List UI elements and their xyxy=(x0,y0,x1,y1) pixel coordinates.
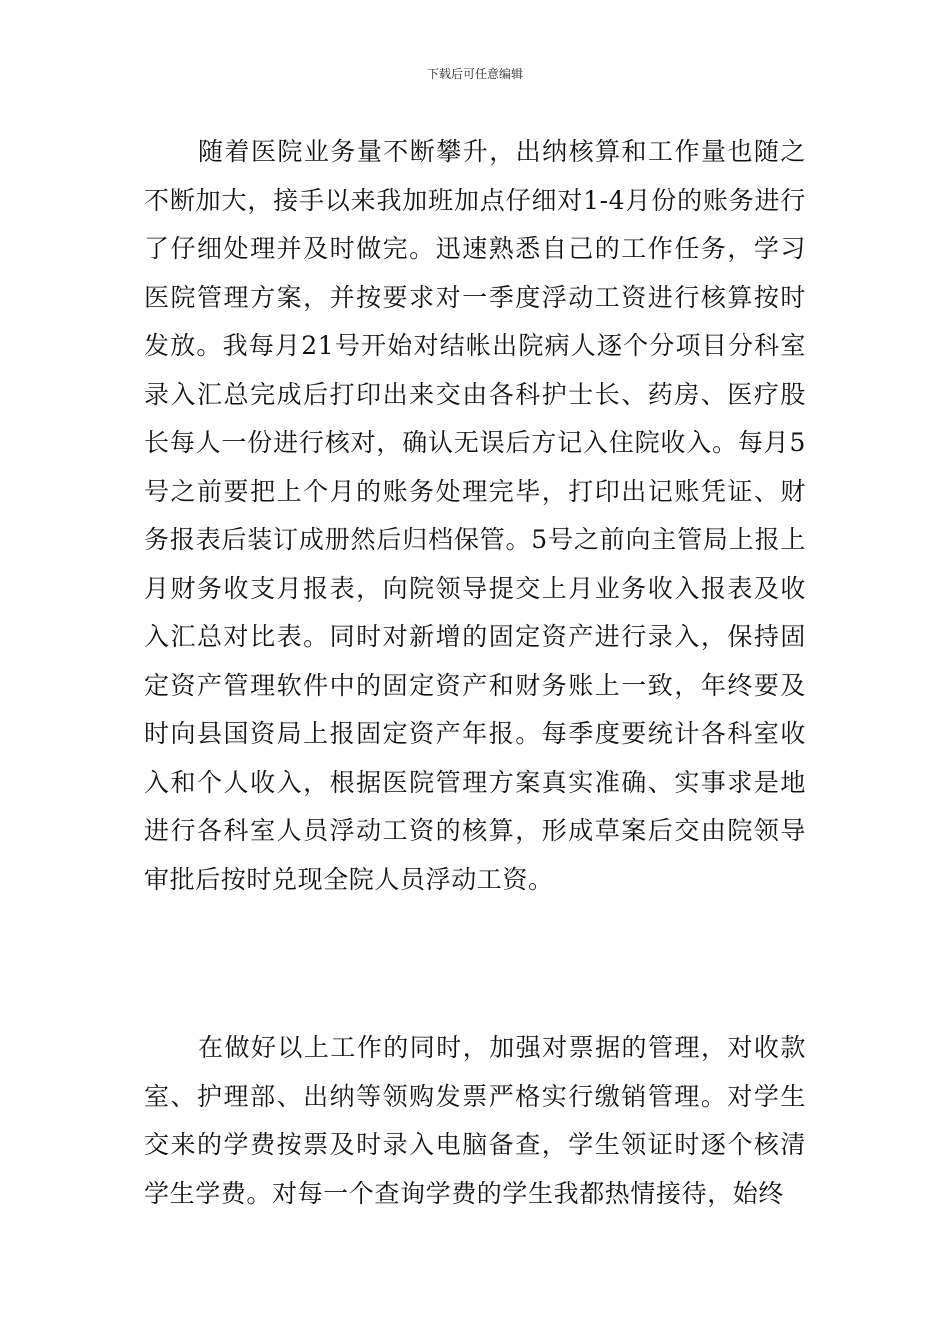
body-paragraph-1: 随着医院业务量不断攀升，出纳核算和工作量也随之不断加大，接手以来我加班加点仔细对1-4月份的账务进行了仔细处理并及时做完。迅速熟悉自己的工作任务，学习医院管理方案，并按要求对一季度浮动工资进行核算按时发放。我每月21号开始对结帐出院病人逐个分项目分科室录入汇总完成后打印出来交由各科护士长、药房、医疗股长每人一份进行核对，确认无误后方记入住院收入。每月5号之前要把上个月的账务处理完毕，打印出记账凭证、财务报表后装订成册然后归档保管。5号之前向主管局上报上月财务收支月报表，向院领导提交上月业务收入报表及收入汇总对比表。同时对新增的固定资产进行录入，保持固定资产管理软件中的固定资产和财务账上一致，年终要及时向县国资局上报固定资产年报。每季度要统计各科室收入和个人收入，根据医院管理方案真实准确、实事求是地进行各科室人员浮动工资的核算，形成草案后交由院领导审批后按时兑现全院人员浮动工资。 xyxy=(144,137,806,894)
body-paragraph-2: 在做好以上工作的同时，加强对票据的管理，对收款室、护理部、出纳等领购发票严格实行缴销管理。对学生交来的学费按票及时录入电脑备查，学生领证时逐个核清学生学费。对每一个查询学费的学生我都热情接待，始终 xyxy=(144,1033,806,1208)
header-note: 下载后可任意编辑 xyxy=(426,67,523,81)
